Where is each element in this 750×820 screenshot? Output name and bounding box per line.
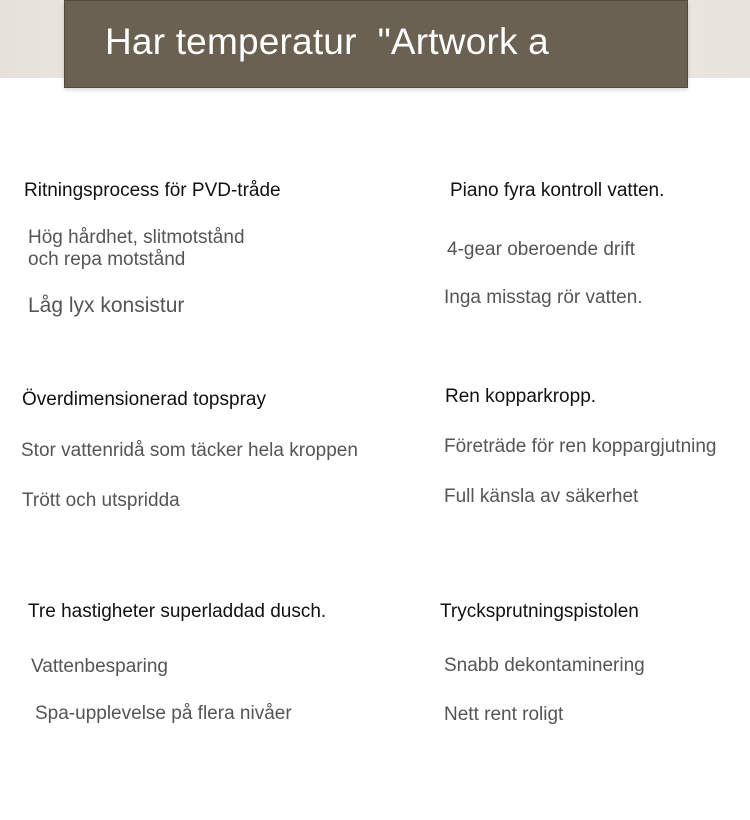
feature-title-topspray: Överdimensionerad topspray xyxy=(22,389,266,410)
feature-line: Företräde för ren koppargjutning xyxy=(444,436,717,457)
feature-line: Trött och utspridda xyxy=(22,490,180,511)
feature-line: 4-gear oberoende drift xyxy=(447,239,636,260)
feature-line: Nett rent roligt xyxy=(444,704,564,725)
feature-line: Hög hårdhet, slitmotstånd xyxy=(28,227,245,248)
feature-title-piano-control: Piano fyra kontroll vatten. xyxy=(450,180,665,201)
header-banner xyxy=(64,0,688,88)
feature-line: Låg lyx konsistur xyxy=(28,294,185,317)
feature-line: Inga misstag rör vatten. xyxy=(444,287,643,308)
feature-title-spray-gun: Trycksprutningspistolen xyxy=(440,601,639,622)
feature-line: Vattenbesparing xyxy=(31,656,168,677)
feature-title-copper-body: Ren kopparkropp. xyxy=(445,386,597,407)
feature-line: Full känsla av säkerhet xyxy=(444,486,639,507)
feature-line: Spa-upplevelse på flera nivåer xyxy=(35,703,292,724)
banner-title: Har temperatur "Artwork a xyxy=(105,21,549,62)
feature-title-pvd: Ritningsprocess för PVD-tråde xyxy=(24,180,281,201)
feature-title-shower-speeds: Tre hastigheter superladdad dusch. xyxy=(28,601,327,622)
feature-line: och repa motstånd xyxy=(28,249,186,270)
feature-line: Snabb dekontaminering xyxy=(444,655,645,676)
feature-line: Stor vattenridå som täcker hela kroppen xyxy=(21,440,358,461)
